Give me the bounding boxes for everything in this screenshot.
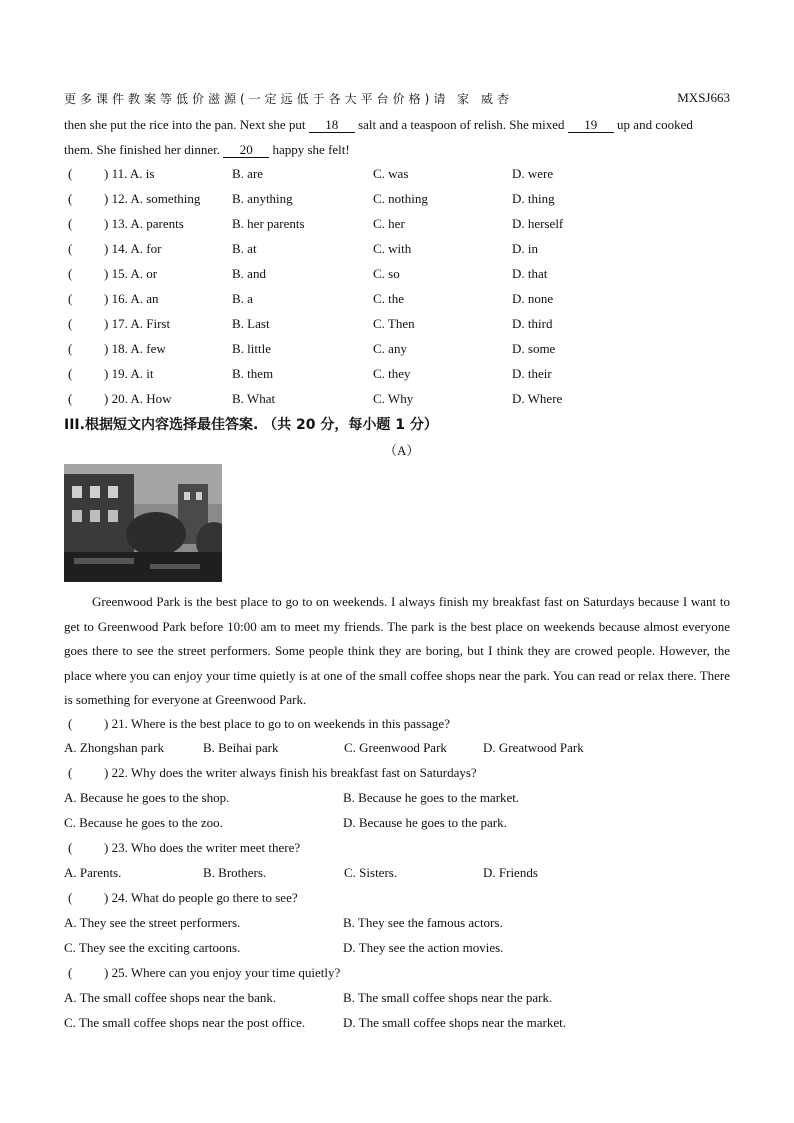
option-b: B. them xyxy=(232,366,274,381)
cloze-question-18 xyxy=(64,341,730,359)
reading-options-23 xyxy=(64,865,730,883)
blank-19: 19 xyxy=(568,118,614,133)
option-a: ) 20. A. How xyxy=(104,391,172,406)
cloze-text: salt and a teaspoon of relish. She mixed xyxy=(358,117,565,132)
passage-label: （A） xyxy=(384,443,420,458)
answer-paren[interactable]: ( xyxy=(68,216,73,231)
cloze-question-12 xyxy=(64,191,730,209)
option-a: A. They see the street performers. xyxy=(64,915,241,930)
question-text: ) 22. Why does the writer always finish his breakfast fast on Saturdays? xyxy=(104,765,477,780)
cloze-text: happy she felt! xyxy=(272,142,350,157)
cloze-line-1 xyxy=(64,116,730,134)
cloze-question-16 xyxy=(64,291,730,309)
option-a: ) 13. A. parents xyxy=(104,216,184,231)
option-d: D. Friends xyxy=(483,865,538,880)
option-b: B. a xyxy=(232,291,253,306)
option-c: C. her xyxy=(373,216,405,231)
cloze-question-15 xyxy=(64,266,730,284)
option-b: B. and xyxy=(232,266,266,281)
option-c: C. Why xyxy=(373,391,414,406)
option-c: C. They see the exciting cartoons. xyxy=(64,940,241,955)
reading-options-22a xyxy=(64,790,730,808)
answer-paren[interactable]: ( xyxy=(68,716,73,731)
reading-question-21 xyxy=(64,716,730,734)
reading-passage-a xyxy=(64,590,730,713)
option-d: D. in xyxy=(512,241,538,256)
option-c: C. Because he goes to the zoo. xyxy=(64,815,223,830)
park-photo xyxy=(64,464,222,582)
option-b: B. What xyxy=(232,391,276,406)
option-d: D. some xyxy=(512,341,556,356)
option-d: D. that xyxy=(512,266,548,281)
reading-options-25a xyxy=(64,990,730,1008)
answer-paren[interactable]: ( xyxy=(68,765,73,780)
header-code: MXSJ663 xyxy=(677,90,730,105)
option-d: D. Where xyxy=(512,391,563,406)
answer-paren[interactable]: ( xyxy=(68,191,73,206)
reading-options-22b xyxy=(64,815,730,833)
option-b: B. They see the famous actors. xyxy=(343,915,503,930)
option-d: D. The small coffee shops near the market. xyxy=(343,1015,566,1030)
answer-paren[interactable]: ( xyxy=(68,890,73,905)
cloze-question-17 xyxy=(64,316,730,334)
option-c: C. Sisters. xyxy=(344,865,398,880)
option-d: D. were xyxy=(512,166,554,181)
question-text: ) 23. Who does the writer meet there? xyxy=(104,840,301,855)
answer-paren[interactable]: ( xyxy=(68,316,73,331)
cloze-question-11 xyxy=(64,166,730,184)
option-d: D. Greatwood Park xyxy=(483,740,584,755)
option-c: C. nothing xyxy=(373,191,428,206)
option-c: C. Greenwood Park xyxy=(344,740,447,755)
question-text: ) 21. Where is the best place to go to on weekends in this passage? xyxy=(104,716,450,731)
option-c: C. The small coffee shops near the post office. xyxy=(64,1015,306,1030)
question-text: ) 24. What do people go there to see? xyxy=(104,890,298,905)
option-d: D. third xyxy=(512,316,553,331)
passage-text: Greenwood Park is the best place to go to on weekends. I always finish my breakfast fast on Saturdays because I want to get to Greenwood Park before 10:00 am to meet my friends. The park is the best place on weekends because almost everyone goes there to see the street performers. Some people think they are boring, but I think they are crowed people. However, the place where you can enjoy your time quietly is at one of the small coffee shops near the park. You can read or relax there. There is something for everyone at Greenwood Park. xyxy=(64,594,730,708)
cloze-text: up and cooked xyxy=(617,117,693,132)
option-a: ) 18. A. few xyxy=(104,341,166,356)
option-a: A. Because he goes to the shop. xyxy=(64,790,230,805)
answer-paren[interactable]: ( xyxy=(68,166,73,181)
answer-paren[interactable]: ( xyxy=(68,965,73,980)
option-b: B. Brothers. xyxy=(203,865,267,880)
option-b: B. at xyxy=(232,241,257,256)
header-ad-text: 更多课件教案等低价滋源(一定远低于各大平台价格)请 家 威杏 xyxy=(64,92,513,106)
park-photo-image xyxy=(64,464,222,582)
option-b: B. little xyxy=(232,341,271,356)
option-a: ) 17. A. First xyxy=(104,316,171,331)
option-d: D. They see the action movies. xyxy=(343,940,504,955)
option-b: B. Because he goes to the market. xyxy=(343,790,520,805)
cloze-question-14 xyxy=(64,241,730,259)
option-b: B. anything xyxy=(232,191,293,206)
cloze-question-19 xyxy=(64,366,730,384)
option-d: D. thing xyxy=(512,191,555,206)
option-c: C. Then xyxy=(373,316,415,331)
option-a: ) 12. A. something xyxy=(104,191,201,206)
option-d: D. Because he goes to the park. xyxy=(343,815,507,830)
option-c: C. they xyxy=(373,366,411,381)
option-c: C. so xyxy=(373,266,400,281)
reading-question-25 xyxy=(64,965,730,983)
option-a: ) 16. A. an xyxy=(104,291,159,306)
option-d: D. their xyxy=(512,366,552,381)
option-a: A. The small coffee shops near the bank. xyxy=(64,990,277,1005)
option-b: B. Beihai park xyxy=(203,740,279,755)
reading-question-24 xyxy=(64,890,730,908)
reading-options-24b xyxy=(64,940,730,958)
answer-paren[interactable]: ( xyxy=(68,291,73,306)
section-title: III.根据短文内容选择最佳答案. （共 20 分，每小题 1 分） xyxy=(64,417,438,433)
option-a: ) 15. A. or xyxy=(104,266,158,281)
cloze-question-20 xyxy=(64,391,730,409)
cloze-text: them. She finished her dinner. xyxy=(64,142,220,157)
reading-question-23 xyxy=(64,840,730,858)
option-a: ) 14. A. for xyxy=(104,241,162,256)
option-b: B. The small coffee shops near the park. xyxy=(343,990,553,1005)
option-a: A. Parents. xyxy=(64,865,122,880)
option-a: A. Zhongshan park xyxy=(64,740,165,755)
question-text: ) 25. Where can you enjoy your time quietly? xyxy=(104,965,341,980)
answer-paren[interactable]: ( xyxy=(68,241,73,256)
option-c: C. was xyxy=(373,166,409,181)
reading-options-21 xyxy=(64,740,730,758)
option-b: B. Last xyxy=(232,316,270,331)
option-b: B. are xyxy=(232,166,264,181)
cloze-text: then she put the rice into the pan. Next she put xyxy=(64,117,306,132)
option-d: D. none xyxy=(512,291,554,306)
cloze-line-2 xyxy=(64,141,730,159)
answer-paren[interactable]: ( xyxy=(68,341,73,356)
reading-options-25b xyxy=(64,1015,730,1033)
option-a: ) 11. A. is xyxy=(104,166,155,181)
option-c: C. the xyxy=(373,291,405,306)
option-b: B. her parents xyxy=(232,216,305,231)
page-header xyxy=(64,90,730,108)
answer-paren[interactable]: ( xyxy=(68,840,73,855)
answer-paren[interactable]: ( xyxy=(68,391,73,406)
option-a: ) 19. A. it xyxy=(104,366,154,381)
answer-paren[interactable]: ( xyxy=(68,266,73,281)
reading-options-24a xyxy=(64,915,730,933)
option-c: C. with xyxy=(373,241,412,256)
reading-question-22 xyxy=(64,765,730,783)
answer-paren[interactable]: ( xyxy=(68,366,73,381)
blank-20: 20 xyxy=(223,143,269,158)
option-d: D. herself xyxy=(512,216,564,231)
cloze-question-13 xyxy=(64,216,730,234)
blank-18: 18 xyxy=(309,118,355,133)
option-c: C. any xyxy=(373,341,407,356)
